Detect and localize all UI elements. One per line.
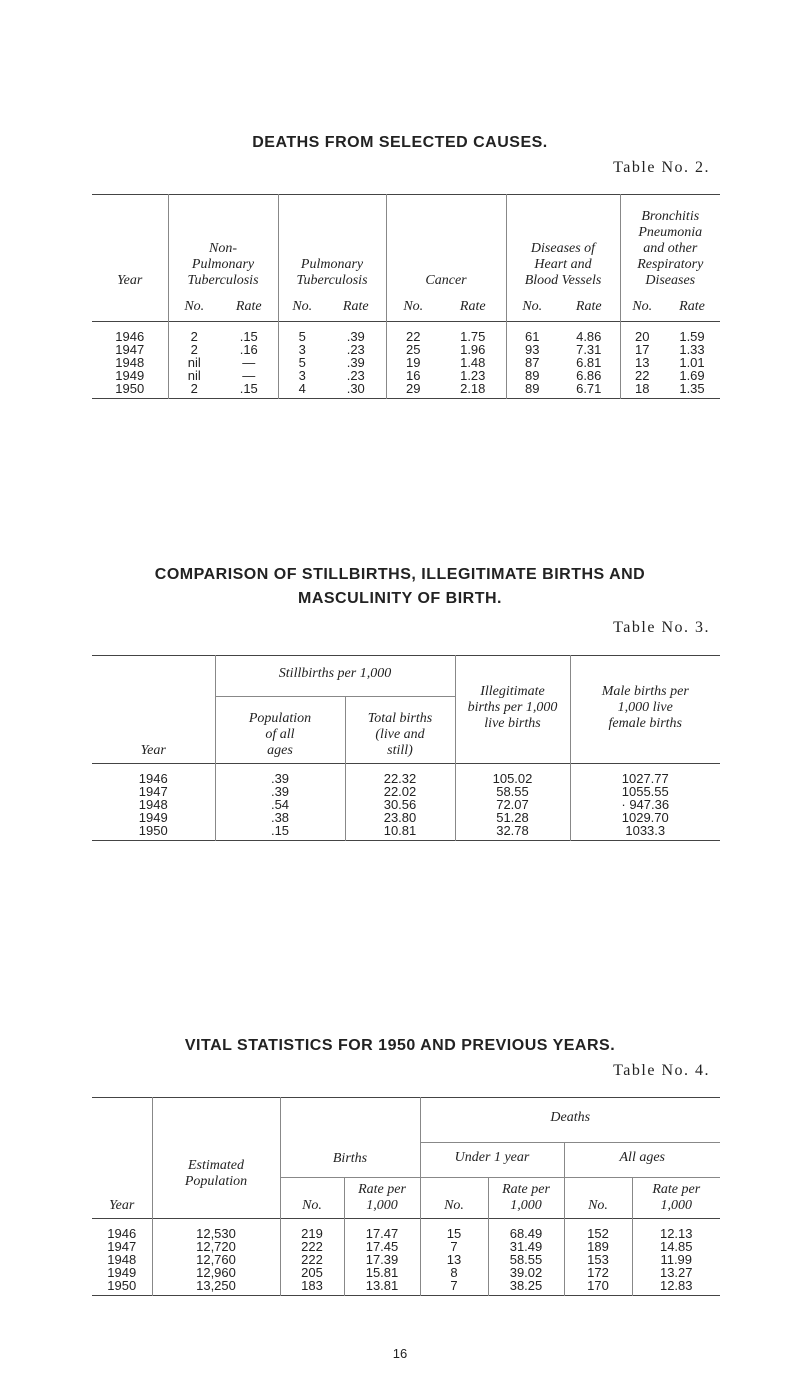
table-cell: 72.07 (455, 798, 570, 811)
table-cell: .23 (346, 368, 365, 383)
table-cell: 12.83 (632, 1279, 720, 1296)
t2-body (92, 322, 720, 399)
table-cell: 1.59 (679, 329, 705, 344)
table-cell: 7 (420, 1279, 488, 1296)
t2-group-pulmonary: Pulmonary Tuberculosis (278, 195, 386, 294)
row-year: 1946 (107, 1226, 137, 1241)
table-cell: 6.86 (576, 368, 602, 383)
table-cell: 13.81 (344, 1279, 420, 1296)
table2 (92, 194, 720, 399)
t4-under1-no: No. (420, 1178, 488, 1219)
t4-year-header: Year (109, 1198, 135, 1213)
table-cell: 58.55 (488, 1253, 564, 1266)
table-cell: 219 (280, 1219, 344, 1241)
table4-number: Table No. 4. (613, 1062, 710, 1079)
table-cell: 222 (280, 1253, 344, 1266)
table-cell: 8 (420, 1266, 488, 1279)
t4-allages-header: All ages (564, 1143, 720, 1178)
table-cell: .16 (239, 342, 258, 357)
table-cell: .15 (239, 381, 258, 396)
table-cell: 183 (280, 1279, 344, 1296)
row-year: 1950 (115, 381, 145, 396)
table-cell: 39.02 (488, 1266, 564, 1279)
table-row (92, 1219, 720, 1241)
t4-body (92, 1219, 720, 1296)
table-cell: 2 (168, 343, 220, 356)
table4-title: VITAL STATISTICS FOR 1950 AND PREVIOUS YEARS. (184, 1037, 616, 1054)
row-year: 1948 (115, 355, 145, 370)
table-cell: 10.81 (345, 824, 455, 841)
row-year: 1950 (107, 1278, 137, 1293)
table-cell: 17.45 (344, 1240, 420, 1253)
row-year: 1947 (115, 342, 145, 357)
t2-sub-no: No. (620, 293, 664, 322)
t4-population-header: Estimated Population (152, 1098, 280, 1219)
table-cell: 18 (620, 382, 664, 399)
row-year: 1949 (107, 1265, 137, 1280)
table-cell: 29 (386, 382, 440, 399)
t4-under1-header: Under 1 year (420, 1143, 564, 1178)
table-cell: 20 (620, 322, 664, 344)
table-cell: 13,250 (152, 1279, 280, 1296)
table-cell: 1.48 (460, 355, 486, 370)
table-cell: 17 (620, 343, 664, 356)
table-cell: 5 (278, 322, 326, 344)
table-cell: 38.25 (488, 1279, 564, 1296)
table-cell: · 947.36 (570, 798, 720, 811)
page-number: 16 (392, 1346, 408, 1361)
table3 (92, 655, 720, 841)
row-year: 1947 (107, 1239, 137, 1254)
table-cell: 1033.3 (570, 824, 720, 841)
t4-births-no: No. (280, 1178, 344, 1219)
table-cell: 13 (420, 1253, 488, 1266)
t2-sub-rate: Rate (342, 299, 369, 314)
table-cell: 6.71 (576, 381, 602, 396)
table-cell: 22 (620, 369, 664, 382)
t2-sub-rate: Rate (459, 299, 486, 314)
table-cell: nil (168, 356, 220, 369)
t2-year-header: Year (117, 273, 143, 288)
t3-body (92, 764, 720, 841)
table-cell: — (242, 355, 256, 370)
table-cell: 17.39 (344, 1253, 420, 1266)
table4 (92, 1097, 720, 1296)
table-cell: .38 (215, 811, 345, 824)
table-cell: 14.85 (632, 1240, 720, 1253)
table-cell: .39 (215, 764, 345, 786)
table-cell: .39 (346, 355, 365, 370)
table-cell: 12,720 (152, 1240, 280, 1253)
table-cell: 1.69 (679, 368, 705, 383)
t2-group-nonpulmonary: Non- Pulmonary Tuberculosis (168, 195, 278, 294)
t2-sub-no: No. (278, 293, 326, 322)
table-cell: 30.56 (345, 798, 455, 811)
table-cell: 170 (564, 1279, 632, 1296)
table-cell: .54 (215, 798, 345, 811)
table-row (92, 322, 720, 344)
table-cell: 5 (278, 356, 326, 369)
table-cell: 89 (506, 369, 558, 382)
table-cell: 89 (506, 382, 558, 399)
table-cell: 15 (420, 1219, 488, 1241)
table-cell: .15 (215, 824, 345, 841)
row-year: 1950 (138, 823, 168, 838)
t4-allages-rate: Rate per 1,000 (632, 1178, 720, 1219)
table3-number: Table No. 3. (613, 619, 710, 636)
table-cell: 12,760 (152, 1253, 280, 1266)
table-cell: 189 (564, 1240, 632, 1253)
table3-title-line2: MASCULINITY OF BIRTH. (298, 590, 502, 607)
row-year: 1947 (138, 784, 168, 799)
table-cell: 222 (280, 1240, 344, 1253)
table-cell: .15 (239, 329, 258, 344)
table-cell: 152 (564, 1219, 632, 1241)
t2-sub-rate: Rate (575, 299, 602, 314)
t3-population-header: Population of all ages (215, 697, 345, 764)
table-row (92, 1240, 720, 1253)
table-cell: 3 (278, 343, 326, 356)
table-cell: 58.55 (455, 785, 570, 798)
table-cell: 25 (386, 343, 440, 356)
table-cell: .23 (346, 342, 365, 357)
table-cell: 3 (278, 369, 326, 382)
t3-stillbirths-header: Stillbirths per 1,000 (215, 656, 455, 697)
table-cell: 172 (564, 1266, 632, 1279)
table-cell: — (242, 368, 256, 383)
table-cell: 1.96 (460, 342, 486, 357)
t3-illegitimate-header: Illegitimate births per 1,000 live births (455, 656, 570, 764)
table-cell: .30 (346, 381, 365, 396)
table-cell: 32.78 (455, 824, 570, 841)
row-year: 1946 (115, 329, 145, 344)
t3-male-births-header: Male births per 1,000 live female births (570, 656, 720, 764)
table-cell: 1055.55 (570, 785, 720, 798)
table-row (92, 382, 720, 399)
table-cell: 68.49 (488, 1219, 564, 1241)
table-cell: 1029.70 (570, 811, 720, 824)
table-cell: 205 (280, 1266, 344, 1279)
table-cell: 22 (386, 322, 440, 344)
t2-group-heart: Diseases of Heart and Blood Vessels (506, 195, 620, 294)
table-cell: 13 (620, 356, 664, 369)
table-cell: 12.13 (632, 1219, 720, 1241)
table-cell: 31.49 (488, 1240, 564, 1253)
table-cell: 87 (506, 356, 558, 369)
table-cell: 105.02 (455, 764, 570, 786)
table-row (92, 824, 720, 841)
t4-births-rate: Rate per 1,000 (344, 1178, 420, 1219)
t2-sub-rate: Rate (235, 299, 262, 314)
table-cell: 1.23 (460, 368, 486, 383)
table-row (92, 1266, 720, 1279)
table-cell: 4 (278, 382, 326, 399)
table-cell: 93 (506, 343, 558, 356)
t2-sub-no: No. (168, 293, 220, 322)
table-cell: 1.35 (679, 381, 705, 396)
table-cell: 51.28 (455, 811, 570, 824)
t3-total-births-header: Total births (live and still) (345, 697, 455, 764)
table-cell: 2.18 (460, 381, 486, 396)
table-cell: 1.01 (679, 355, 705, 370)
table2-title: DEATHS FROM SELECTED CAUSES. (252, 134, 548, 151)
t4-births-header: Births (280, 1098, 420, 1178)
t2-sub-no: No. (386, 293, 440, 322)
table-cell: 1.33 (679, 342, 705, 357)
table-row (92, 1279, 720, 1296)
table-cell: 2 (168, 382, 220, 399)
t2-sub-rate: Rate (679, 299, 705, 314)
row-year: 1948 (138, 797, 168, 812)
table-cell: 7.31 (576, 342, 602, 357)
table-row (92, 1253, 720, 1266)
table-cell: 17.47 (344, 1219, 420, 1241)
table-cell: 4.86 (576, 329, 602, 344)
row-year: 1948 (107, 1252, 137, 1267)
table-cell: 61 (506, 322, 558, 344)
t4-allages-no: No. (564, 1178, 632, 1219)
table-cell: 12,960 (152, 1266, 280, 1279)
table-cell: .39 (215, 785, 345, 798)
table-cell: 12,530 (152, 1219, 280, 1241)
row-year: 1949 (115, 368, 145, 383)
table-cell: nil (168, 369, 220, 382)
table-cell: 22.02 (345, 785, 455, 798)
table-cell: 1027.77 (570, 764, 720, 786)
t2-sub-no: No. (506, 293, 558, 322)
table-cell: 2 (168, 322, 220, 344)
table-cell: 153 (564, 1253, 632, 1266)
table-cell: 15.81 (344, 1266, 420, 1279)
table2-number: Table No. 2. (613, 159, 710, 176)
t4-under1-rate: Rate per 1,000 (488, 1178, 564, 1219)
t3-year-header: Year (140, 743, 166, 758)
table-cell: 23.80 (345, 811, 455, 824)
table-cell: 11.99 (632, 1253, 720, 1266)
table-cell: 16 (386, 369, 440, 382)
table-cell: 1.75 (460, 329, 486, 344)
row-year: 1949 (138, 810, 168, 825)
row-year: 1946 (138, 771, 168, 786)
table-cell: 13.27 (632, 1266, 720, 1279)
table-cell: 22.32 (345, 764, 455, 786)
table-cell: 19 (386, 356, 440, 369)
table-cell: 7 (420, 1240, 488, 1253)
table3-title-line1: COMPARISON OF STILLBIRTHS, ILLEGITIMATE BIRTHS AND (154, 566, 646, 583)
table-cell: 6.81 (576, 355, 602, 370)
t2-group-respiratory: Bronchitis Pneumonia and other Respiratory Diseases (620, 195, 720, 294)
table-row (92, 764, 720, 786)
t2-group-cancer: Cancer (386, 195, 506, 294)
table-cell: .39 (346, 329, 365, 344)
t4-deaths-header: Deaths (420, 1098, 720, 1143)
